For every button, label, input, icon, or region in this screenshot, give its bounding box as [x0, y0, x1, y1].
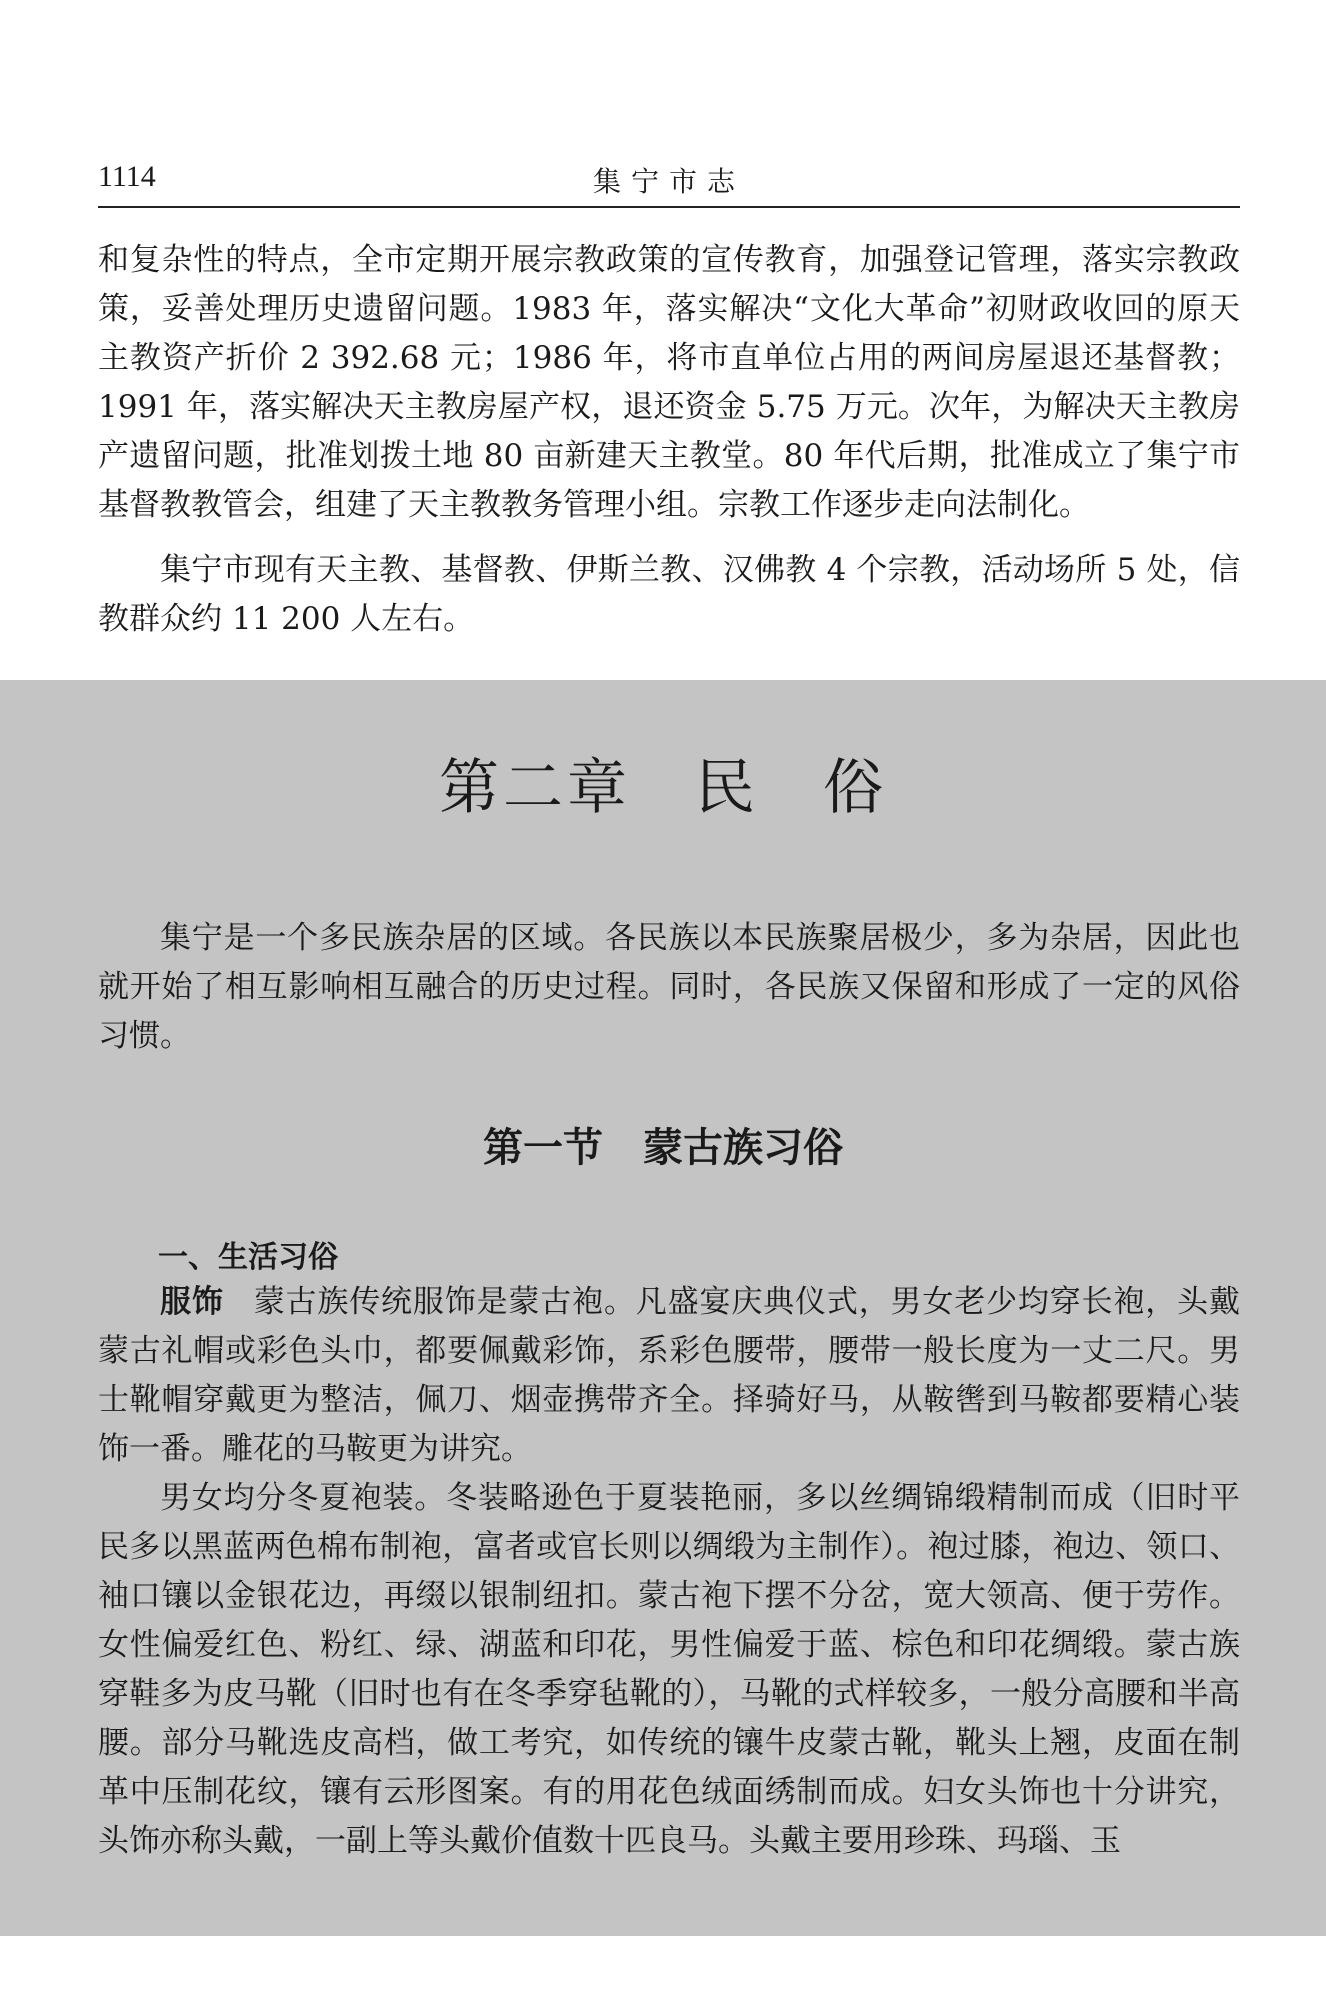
page-header [98, 154, 1240, 208]
subheading: 一、生活习俗 [158, 1240, 338, 1275]
clothing-text: 蒙古族传统服饰是蒙古袍。凡盛宴庆典仪式，男女老少均穿长袍，头戴蒙古礼帽或彩色头巾，都要佩戴彩饰，系彩色腰带，腰带一般长度为一丈二尺。男士靴帽穿戴更为整洁，佩刀、烟壶携带齐全。择骑好马，从鞍辔到马鞍都要精心装饰一番。雕花的马鞍更为讲究。 [98, 1284, 1240, 1467]
runin-heading: 服饰 [160, 1284, 224, 1320]
chapter-title: 第二章 民 俗 [439, 753, 887, 823]
page-number: 1114 [98, 160, 156, 193]
section-title: 第一节 蒙古族习俗 [483, 1124, 843, 1171]
chapter-intro: 集宁是一个多民族杂居的区域。各民族以本民族聚居极少，多为杂居，因此也就开始了相互影响相互融合的历史过程。同时，各民族又保留和形成了一定的风俗习惯。 [98, 920, 1240, 1054]
clothing-paragraph [98, 1278, 1240, 1474]
running-title: 集宁市志 [592, 165, 745, 198]
body-paragraph-1: 和复杂性的特点，全市定期开展宗教政策的宣传教育，加强登记管理，落实宗教政策，妥善处理历史遗留问题。1983 年，落实解决“文化大革命”初财政收回的原天主教资产折价 2 392.68 元；1986 年，将市直单位占用的两间房屋退还基督教；1991 年，落实解决天主教房屋产权，退还资金 5.75 万元。次年，为解决天主教房产遗留问题，批准划拨土地 80 亩新建天主教堂。80 年代后期，批准成立了集宁市基督教教管会，组建了天主教教务管理小组。宗教工作逐步走向法制化。 [98, 242, 1240, 523]
robe-paragraph: 男女均分冬夏袍装。冬装略逊色于夏装艳丽，多以丝绸锦缎精制而成（旧时平民多以黑蓝两色棉布制袍，富者或官长则以绸缎为主制作）。袍过膝，袍边、领口、袖口镶以金银花边，再缀以银制纽扣。蒙古袍下摆不分岔，宽大领高、便于劳作。女性偏爱红色、粉红、绿、湖蓝和印花，男性偏爱于蓝、棕色和印花绸缎。蒙古族穿鞋多为皮马靴（旧时也有在冬季穿毡靴的），马靴的式样较多，一般分高腰和半高腰。部分马靴选皮高档，做工考究，如传统的镶牛皮蒙古靴，靴头上翘，皮面在制革中压制花纹，镶有云形图案。有的用花色绒面绣制而成。妇女头饰也十分讲究，头饰亦称头戴，一副上等头戴价值数十匹良马。头戴主要用珍珠、玛瑙、玉 [98, 1480, 1240, 1859]
body-paragraph-2: 集宁市现有天主教、基督教、伊斯兰教、汉佛教 4 个宗教，活动场所 5 处，信教群众约 11 200 人左右。 [98, 552, 1240, 637]
